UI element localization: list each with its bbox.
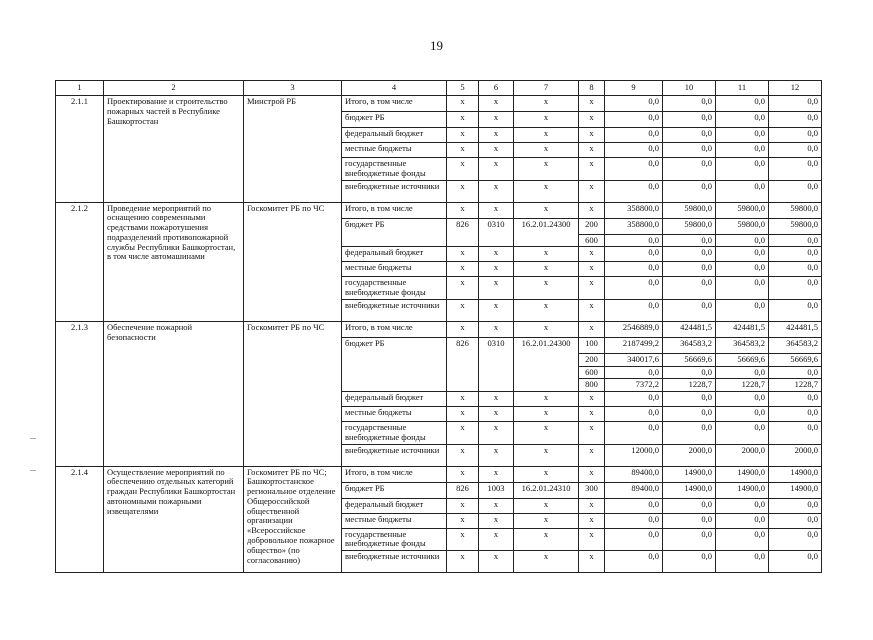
amount-year: 0,0 [663,112,716,128]
target-article: 16.2.01.24310 [514,482,579,498]
target-article: х [514,262,579,277]
amount-total: 0,0 [605,112,663,128]
amount-total: 2187499,2 [605,337,663,353]
expense-type-code: х [579,528,605,551]
admin-code: х [447,143,479,158]
amount-year: 2000,0 [663,444,716,466]
section-code: х [479,262,514,277]
target-article: х [514,112,579,128]
funding-source: федеральный бюджет [342,128,447,143]
amount-total: 0,0 [605,422,663,445]
amount-year: 56669,6 [716,353,769,366]
expense-type-code: 200 [579,218,605,234]
section-code: х [479,158,514,181]
amount-year: 0,0 [716,180,769,202]
admin-code: х [447,528,479,551]
amount-year: 424481,5 [716,321,769,337]
expense-type-code: х [579,551,605,573]
admin-code: х [447,466,479,482]
amount-year: 59800,0 [716,202,769,218]
amount-year: 14900,0 [716,466,769,482]
item-number: 2.1.3 [56,321,104,466]
expense-type-code: х [579,247,605,262]
funding-source: бюджет РБ [342,218,447,247]
admin-code: х [447,158,479,181]
column-number: 4 [342,81,447,96]
target-article: х [514,299,579,321]
item-number: 2.1.1 [56,96,104,203]
amount-year: 0,0 [663,247,716,262]
funding-source: федеральный бюджет [342,247,447,262]
section-code: х [479,112,514,128]
target-article: х [514,407,579,422]
expense-type-code: х [579,96,605,112]
expense-type-code: х [579,277,605,300]
target-article: х [514,392,579,407]
expense-type-code: х [579,498,605,513]
section-code: х [479,407,514,422]
section-code: 0310 [479,337,514,391]
amount-total: 0,0 [605,498,663,513]
amount-year: 0,0 [663,128,716,143]
amount-year: 14900,0 [663,466,716,482]
amount-year: 0,0 [769,234,822,247]
amount-year: 0,0 [663,392,716,407]
amount-total: 89400,0 [605,466,663,482]
target-article: х [514,158,579,181]
amount-year: 364583,2 [663,337,716,353]
table-row [56,96,822,112]
admin-code: х [447,321,479,337]
target-article: х [514,466,579,482]
admin-code: х [447,277,479,300]
amount-total: 0,0 [605,234,663,247]
amount-year: 0,0 [769,366,822,379]
amount-year: 364583,2 [769,337,822,353]
amount-year: 0,0 [769,528,822,551]
target-article: х [514,498,579,513]
amount-year: 56669,6 [663,353,716,366]
amount-year: 0,0 [716,392,769,407]
amount-year: 59800,0 [663,202,716,218]
amount-year: 0,0 [716,277,769,300]
amount-year: 0,0 [769,262,822,277]
column-number: 2 [104,81,244,96]
amount-total: 358800,0 [605,202,663,218]
expense-type-code: х [579,112,605,128]
amount-year: 0,0 [716,551,769,573]
column-number: 10 [663,81,716,96]
amount-total: 2546889,0 [605,321,663,337]
amount-year: 0,0 [663,422,716,445]
page-number: 19 [430,38,443,53]
amount-total: 0,0 [605,180,663,202]
amount-year: 1228,7 [663,379,716,392]
amount-year: 424481,5 [769,321,822,337]
section-code: х [479,528,514,551]
section-code: х [479,466,514,482]
item-number: 2.1.4 [56,466,104,573]
activity-name: Проектирование и строительство пожарных частей в Республике Башкортостан [104,96,244,203]
admin-code: х [447,392,479,407]
amount-year: 0,0 [663,143,716,158]
amount-total: 0,0 [605,551,663,573]
amount-year: 0,0 [769,180,822,202]
amount-total: 0,0 [605,277,663,300]
expense-type-code: 100 [579,337,605,353]
amount-year: 0,0 [663,96,716,112]
funding-source: Итого, в том числе [342,321,447,337]
amount-year: 1228,7 [716,379,769,392]
amount-year: 0,0 [769,422,822,445]
amount-year: 59800,0 [769,218,822,234]
amount-year: 0,0 [716,498,769,513]
amount-year: 0,0 [716,366,769,379]
amount-year: 0,0 [663,407,716,422]
admin-code: х [447,513,479,528]
expense-type-code: х [579,202,605,218]
amount-year: 0,0 [663,513,716,528]
table-row [56,202,822,218]
column-number: 11 [716,81,769,96]
target-article: х [514,444,579,466]
admin-code: х [447,96,479,112]
funding-source: Итого, в том числе [342,96,447,112]
expense-type-code: х [579,513,605,528]
amount-year: 0,0 [663,234,716,247]
admin-code: х [447,407,479,422]
target-article: х [514,422,579,445]
admin-code: 826 [447,337,479,391]
table-body [56,81,822,573]
amount-total: 0,0 [605,247,663,262]
section-code: х [479,128,514,143]
funding-source: местные бюджеты [342,513,447,528]
admin-code: х [447,444,479,466]
section-code: х [479,247,514,262]
activity-name: Обеспечение пожарной безопасности [104,321,244,466]
amount-year: 0,0 [663,528,716,551]
amount-year: 0,0 [716,299,769,321]
funding-source: государственные внебюджетные фонды [342,277,447,300]
funding-source: бюджет РБ [342,482,447,498]
column-number: 5 [447,81,479,96]
amount-year: 0,0 [769,158,822,181]
section-code: х [479,299,514,321]
column-number: 9 [605,81,663,96]
amount-year: 0,0 [769,277,822,300]
amount-year: 0,0 [769,247,822,262]
executor: Госкомитет РБ по ЧС; Башкортостанское региональное отделение Общероссийской общественной организации «Всероссийское добровольное пожарное общество» (по согласованию) [244,466,342,573]
expense-type-code: х [579,128,605,143]
expense-type-code: 600 [579,234,605,247]
item-number: 2.1.2 [56,202,104,321]
section-code: х [479,551,514,573]
activity-name: Проведение мероприятий по оснащению современными средствами пожаротушения подразделений противопожарной службы Республики Башкортостан, в том числе автомашинами [104,202,244,321]
expense-type-code: х [579,422,605,445]
column-number: 6 [479,81,514,96]
amount-total: 340017,6 [605,353,663,366]
amount-year: 0,0 [769,513,822,528]
amount-year: 364583,2 [716,337,769,353]
section-code: х [479,392,514,407]
funding-source: федеральный бюджет [342,392,447,407]
section-code: х [479,180,514,202]
table-row [56,466,822,482]
amount-year: 14900,0 [663,482,716,498]
table-row [56,321,822,337]
amount-year: 0,0 [663,180,716,202]
activity-name: Осуществление мероприятий по обеспечению отдельных категорий граждан Республики Башкортостан автономными пожарными извещателями [104,466,244,573]
amount-year: 0,0 [769,392,822,407]
column-number: 7 [514,81,579,96]
expense-type-code: х [579,444,605,466]
admin-code: х [447,112,479,128]
amount-year: 56669,6 [769,353,822,366]
amount-total: 0,0 [605,366,663,379]
amount-year: 2000,0 [769,444,822,466]
funding-source: Итого, в том числе [342,466,447,482]
amount-total: 0,0 [605,528,663,551]
amount-total: 89400,0 [605,482,663,498]
expense-type-code: 300 [579,482,605,498]
target-article: х [514,202,579,218]
expense-type-code: х [579,321,605,337]
amount-year: 0,0 [716,262,769,277]
amount-year: 0,0 [716,143,769,158]
funding-source: государственные внебюджетные фонды [342,158,447,181]
expense-type-code: 800 [579,379,605,392]
target-article: 16.2.01.24300 [514,337,579,391]
funding-source: федеральный бюджет [342,498,447,513]
amount-year: 0,0 [716,422,769,445]
funding-source: Итого, в том числе [342,202,447,218]
amount-total: 0,0 [605,158,663,181]
amount-total: 0,0 [605,407,663,422]
amount-total: 0,0 [605,143,663,158]
target-article: 16.2.01.24300 [514,218,579,247]
funding-source: местные бюджеты [342,262,447,277]
expense-type-code: х [579,392,605,407]
admin-code: х [447,422,479,445]
section-code: 1003 [479,482,514,498]
expense-type-code: х [579,262,605,277]
target-article: х [514,528,579,551]
amount-year: 0,0 [716,96,769,112]
target-article: х [514,180,579,202]
funding-source: бюджет РБ [342,337,447,391]
amount-year: 0,0 [769,96,822,112]
section-code: х [479,202,514,218]
amount-year: 59800,0 [716,218,769,234]
section-code: х [479,96,514,112]
amount-year: 0,0 [769,299,822,321]
amount-year: 0,0 [716,407,769,422]
funding-source: местные бюджеты [342,407,447,422]
expense-type-code: х [579,407,605,422]
target-article: х [514,128,579,143]
admin-code: х [447,202,479,218]
target-article: х [514,321,579,337]
budget-table [55,80,822,573]
column-number: 3 [244,81,342,96]
amount-year: 0,0 [663,366,716,379]
expense-type-code: 200 [579,353,605,366]
expense-type-code: 600 [579,366,605,379]
amount-year: 0,0 [769,407,822,422]
amount-year: 0,0 [769,551,822,573]
admin-code: х [447,551,479,573]
expense-type-code: х [579,466,605,482]
expense-type-code: х [579,180,605,202]
amount-year: 0,0 [716,112,769,128]
margin-mark [30,470,36,471]
amount-total: 0,0 [605,128,663,143]
column-number: 12 [769,81,822,96]
section-code: х [479,513,514,528]
amount-year: 59800,0 [769,202,822,218]
target-article: х [514,96,579,112]
target-article: х [514,143,579,158]
executor: Госкомитет РБ по ЧС [244,202,342,321]
amount-year: 0,0 [769,143,822,158]
expense-type-code: х [579,158,605,181]
funding-source: внебюджетные источники [342,551,447,573]
amount-year: 59800,0 [663,218,716,234]
target-article: х [514,247,579,262]
executor: Минстрой РБ [244,96,342,203]
funding-source: местные бюджеты [342,143,447,158]
admin-code: х [447,128,479,143]
admin-code: 826 [447,218,479,247]
section-code: х [479,422,514,445]
admin-code: 826 [447,482,479,498]
amount-year: 0,0 [663,299,716,321]
section-code: х [479,143,514,158]
section-code: х [479,277,514,300]
amount-year: 0,0 [716,513,769,528]
amount-year: 1228,7 [769,379,822,392]
funding-source: государственные внебюджетные фонды [342,422,447,445]
amount-year: 0,0 [769,112,822,128]
section-code: 0310 [479,218,514,247]
amount-year: 0,0 [663,498,716,513]
expense-type-code: х [579,299,605,321]
target-article: х [514,513,579,528]
section-code: х [479,444,514,466]
column-number: 1 [56,81,104,96]
target-article: х [514,277,579,300]
amount-year: 14900,0 [769,482,822,498]
admin-code: х [447,180,479,202]
amount-total: 0,0 [605,96,663,112]
amount-year: 424481,5 [663,321,716,337]
amount-year: 0,0 [769,128,822,143]
amount-total: 0,0 [605,262,663,277]
amount-year: 0,0 [769,498,822,513]
margin-mark [30,438,36,439]
target-article: х [514,551,579,573]
amount-total: 12000,0 [605,444,663,466]
amount-year: 2000,0 [716,444,769,466]
amount-year: 0,0 [663,551,716,573]
admin-code: х [447,262,479,277]
admin-code: х [447,247,479,262]
amount-year: 0,0 [716,528,769,551]
funding-source: государственные внебюджетные фонды [342,528,447,551]
expense-type-code: х [579,143,605,158]
amount-year: 0,0 [716,158,769,181]
amount-total: 7372,2 [605,379,663,392]
amount-year: 0,0 [716,128,769,143]
amount-total: 358800,0 [605,218,663,234]
amount-year: 0,0 [663,158,716,181]
amount-year: 0,0 [716,234,769,247]
section-code: х [479,498,514,513]
amount-total: 0,0 [605,392,663,407]
funding-source: внебюджетные источники [342,180,447,202]
amount-year: 0,0 [663,277,716,300]
amount-year: 0,0 [663,262,716,277]
amount-year: 14900,0 [769,466,822,482]
funding-source: бюджет РБ [342,112,447,128]
amount-year: 14900,0 [716,482,769,498]
column-number-row [56,81,822,96]
amount-year: 0,0 [716,247,769,262]
section-code: х [479,321,514,337]
amount-total: 0,0 [605,513,663,528]
admin-code: х [447,299,479,321]
column-number: 8 [579,81,605,96]
executor: Госкомитет РБ по ЧС [244,321,342,466]
funding-source: внебюджетные источники [342,444,447,466]
admin-code: х [447,498,479,513]
funding-source: внебюджетные источники [342,299,447,321]
amount-total: 0,0 [605,299,663,321]
